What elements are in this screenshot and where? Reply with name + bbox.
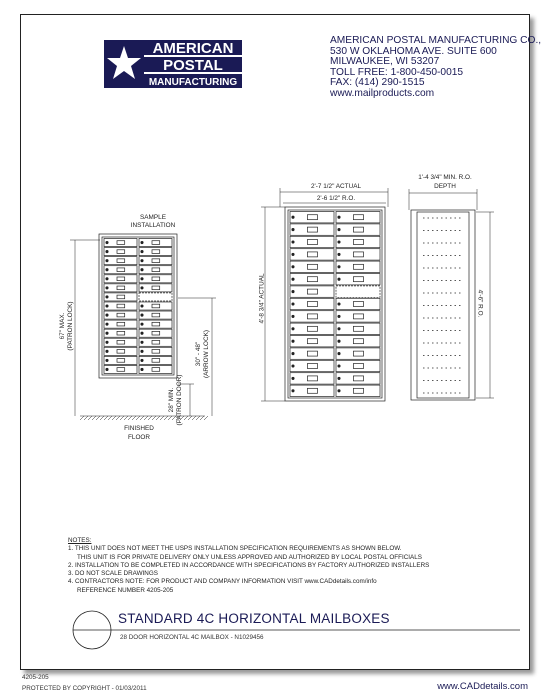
notes-heading: NOTES:	[68, 537, 92, 544]
company-name: AMERICAN POSTAL MANUFACTURING CO.,	[330, 35, 542, 46]
note-3: 3. DO NOT SCALE DRAWINGS	[68, 570, 158, 578]
company-phone: TOLL FREE: 1-800-450-0015	[330, 66, 464, 78]
company-website[interactable]: www.mailproducts.com	[330, 87, 435, 99]
company-address-1: 530 W OKLAHOMA AVE. SUITE 600	[330, 45, 497, 57]
min-height-note: (PATRON DOOR)	[176, 374, 183, 426]
company-address-2: MILWAUKEE, WI 53207	[330, 56, 440, 68]
depth-label: DEPTH	[434, 183, 456, 190]
caddetails-link[interactable]: www.CADdetails.com	[437, 681, 528, 692]
note-1: 1. THIS UNIT DOES NOT MEET THE USPS INSTALLATION SPECIFICATION REQUIREMENTS AS SHOWN BELOW.	[68, 545, 402, 553]
sample-installation-label: SAMPLE INSTALLATION	[130, 214, 176, 229]
drawing-subtitle: 28 DOOR HORIZONTAL 4C MAILBOX - N1029456	[120, 634, 264, 641]
arrow-range-value: 30" - 48"	[195, 341, 202, 367]
note-4b: REFERENCE NUMBER 4205-205	[77, 586, 174, 594]
width-ro-label: 2'-6 1/2" R.O.	[316, 195, 356, 202]
height-actual-label: 4'-8 3/4" ACTUAL	[258, 273, 266, 324]
arrow-range-note: (ARROW LOCK)	[203, 330, 210, 378]
logo-text-postal: POSTAL	[163, 57, 223, 74]
note-1b: THIS UNIT IS FOR PRIVATE DELIVERY ONLY UNLESS APPROVED AND AUTHORIZED BY LOCAL POSTAL OFFICIALS	[77, 553, 422, 561]
depth-ro-value: 1'-4 3/4" MIN. R.O.	[418, 174, 472, 181]
finished-floor-line2: FLOOR	[127, 434, 150, 441]
finished-floor-line1: FINISHED	[124, 425, 154, 432]
note-4: 4. CONTRACTORS NOTE: FOR PRODUCT AND COMPANY INFORMATION VISIT www.CADdetails.com/info	[68, 578, 377, 586]
note-2: 2. INSTALLATION TO BE COMPLETED IN ACCORDANCE WITH SPECIFICATIONS BY FACTORY AUTHORIZED INSTALLERS	[68, 561, 430, 569]
height-ro-label: 4'-6" R.O.	[476, 289, 484, 318]
min-height-value: 28" MIN.	[168, 387, 175, 413]
drawing-title: STANDARD 4C HORIZONTAL MAILBOXES	[118, 611, 390, 626]
reference-code: 4205-205	[22, 674, 49, 681]
logo-text-american: AMERICAN	[152, 40, 234, 57]
copyright-text: PROTECTED BY COPYRIGHT - 01/03/2011	[22, 685, 147, 692]
logo-text-manufacturing: MANUFACTURING	[148, 77, 238, 88]
company-fax: FAX: (414) 290-1515	[330, 77, 425, 89]
width-actual-label: 2'-7 1/2" ACTUAL	[310, 183, 362, 190]
max-height-note: (PATRON LOCK)	[67, 301, 74, 351]
max-height-value: 67" MAX.	[59, 312, 66, 340]
